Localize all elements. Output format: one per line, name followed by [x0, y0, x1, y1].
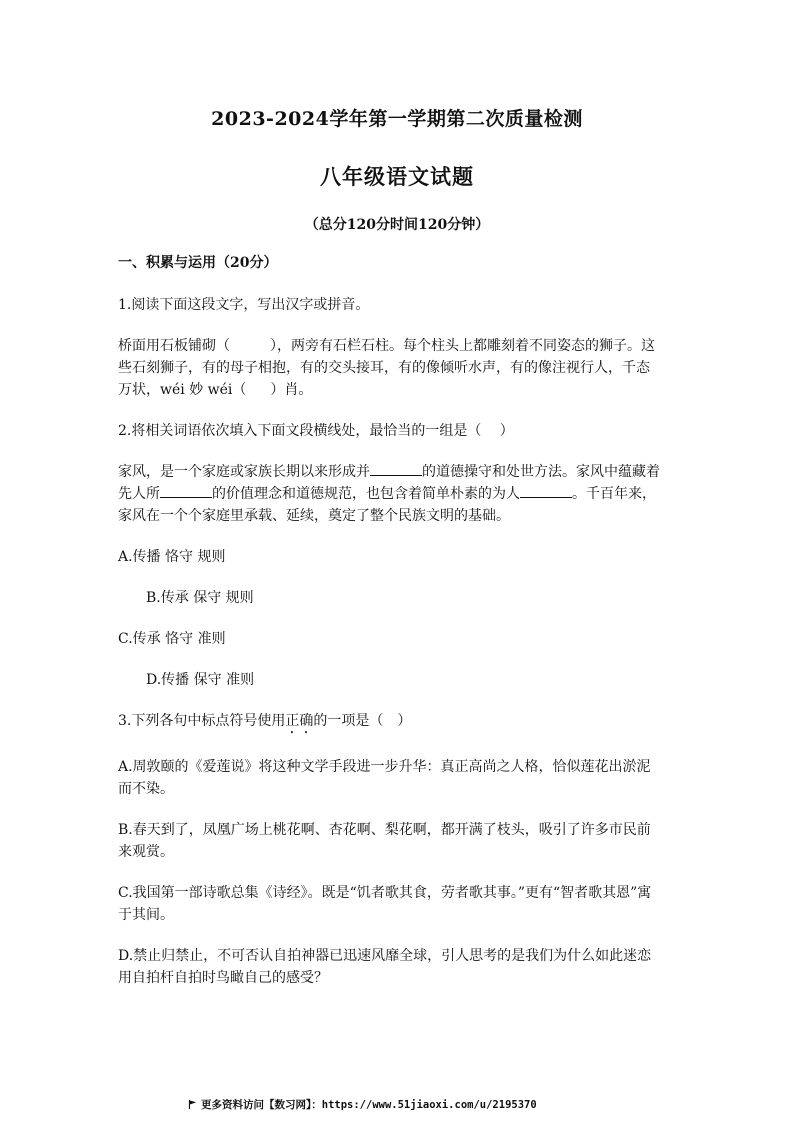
q2-text-b: 的道德操守和处世方法。家风中蕴藏着先人所 [118, 464, 660, 502]
q3-option-b: B.春天到了，凤凰广场上桃花啊、杏花啊、梨花啊，都开满了枝头，吸引了许多市民前来观赏。 [118, 822, 651, 860]
exam-subtitle: 八年级语文试题 [320, 164, 474, 189]
exam-content [118, 252, 663, 1008]
question-1-passage [118, 335, 663, 401]
q1-text-c: ）肖。 [270, 382, 313, 398]
fill-blank-line [160, 483, 212, 498]
q2-text-a: 家风，是一个家庭或家族长期以来形成并 [118, 464, 370, 480]
exam-title: 2023-2024学年第一学期第二次质量检测 [211, 108, 583, 130]
q3-option-c: C.我国第一部诗歌总集《诗经》。既是“饥者歌其食，劳者歌其事。”更有“智者歌其恩”寓于其间。 [118, 885, 652, 923]
footer-link[interactable] [188, 1097, 537, 1112]
question-2-passage [118, 461, 663, 527]
section-heading: 一、积累与运用（20分） [118, 255, 278, 271]
footer-text: 更多资料访问【数习网】：https://www.51jiaoxi.com/u/2195370 [201, 1099, 537, 1111]
q1-text-b: ），两旁有石栏石柱。每个柱头上都雕刻着不同姿态的狮子。这些石刻狮子，有的母子相抱，有的交头接耳，有的像倾听水声，有的像注视行人，千态万状，wéi 妙 wéi（ [118, 338, 655, 398]
question-3-stem [118, 710, 663, 737]
q1-text-a: 桥面用石板铺砌（ [118, 338, 230, 354]
q2-option-a: A.传播 恪守 规则 [118, 549, 226, 565]
fill-blank-line [370, 461, 422, 476]
q3-stem-emphasis: 正确 [285, 713, 314, 729]
q2-text-d: 。千百年来，家风在一个个家庭里承载、延续，奠定了整个民族文明的基础。 [118, 486, 656, 524]
q2-option-d: D.传播 保守 准则 [146, 672, 255, 688]
exam-info: （总分120分时间120分钟） [304, 217, 490, 233]
q2-option-c: C.传承 恪守 准则 [118, 631, 226, 647]
q3-stem-a: 3.下列各句中标点符号使用 [118, 713, 286, 729]
question-2-stem: 2.将相关词语依次填入下面文段横线处，最恰当的一组是（ ） [118, 423, 514, 439]
q3-option-d: D.禁止归禁止，不可否认自拍神器已迅速风靡全球，引人思考的是我们为什么如此迷恋用自拍杆自拍时鸟瞰自己的感受？ [118, 948, 652, 986]
flag-icon [188, 1100, 197, 1109]
fill-blank-line [520, 483, 572, 498]
q3-stem-b: 的一项是（ ） [313, 713, 412, 729]
q2-option-b: B.传承 保守 规则 [146, 590, 254, 606]
question-1-stem: 1.阅读下面这段文字，写出汉字或拼音。 [118, 297, 370, 313]
q3-option-a: A.周敦颐的《爱莲说》将这种文学手段进一步升华：真正高尚之人格，恰似莲花出淤泥而不染。 [118, 759, 651, 797]
q2-text-c: 的价值理念和道德规范，也包含着简单朴素的为人 [212, 486, 520, 502]
